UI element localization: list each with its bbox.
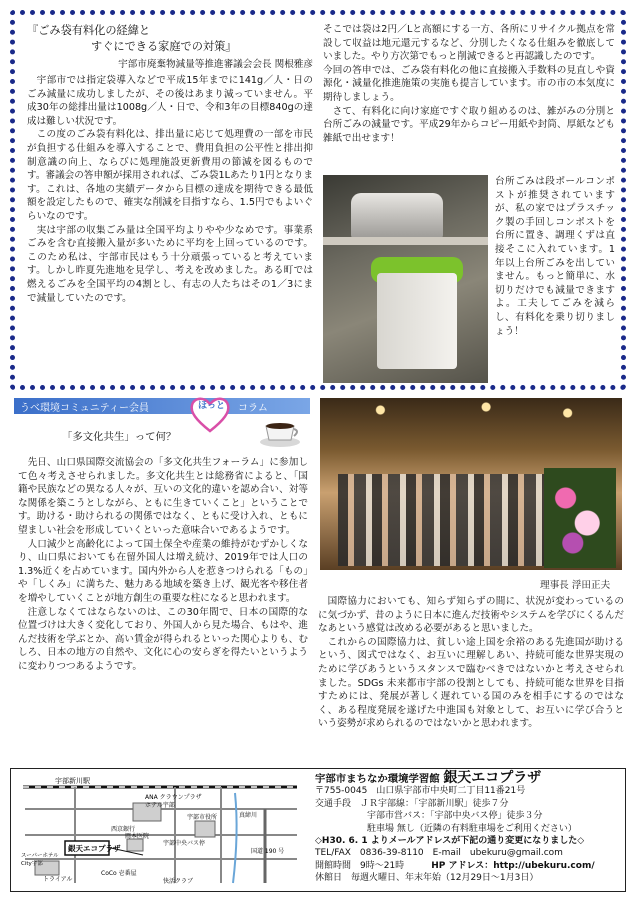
parking: 駐車場 無し（近隣の有料駐車場をご利用ください） (367, 823, 577, 834)
ceiling-lights-shape (320, 398, 622, 428)
column-label-right: コラム (238, 403, 268, 414)
column-label-left: うべ環境コミュニティー会員 (20, 403, 149, 414)
column-header-bar (14, 398, 310, 414)
opening-hours: 開館時間 9時～21時 (315, 860, 405, 871)
website-link[interactable]: HP アドレス：http://ubekuru.com/ (431, 860, 595, 871)
access-map (15, 773, 305, 887)
map-hospital: 岡本医院 (125, 833, 150, 840)
map-bank: 西京銀行 (111, 826, 136, 833)
title-line-1: 『ごみ袋有料化の経緯と (27, 24, 151, 37)
people-row-shape (338, 474, 552, 566)
flower-arrangement-shape (544, 468, 616, 568)
paragraph: さて、有料化に向け家庭ですぐ取り組めるのは、雑がみの分別と台所ごみの減量です。平成29年からコピー用紙や封筒、厚紙なども雑紙で出せます！ (323, 105, 615, 144)
facility-name (315, 772, 623, 785)
facility-prefix: 宇部市まちなか環境学習館 (315, 773, 440, 785)
article-right-body (323, 23, 615, 145)
column-title: 「多文化共生」って何？ (62, 431, 177, 443)
article-author: 宇部市廃棄物減量等推進審議会会長 関根雅彦 (118, 59, 313, 70)
article-left-body (27, 74, 313, 305)
paragraph: 台所ごみは段ボールコンポストが推奨されていますが、私の家ではプラスチック製の手回しコンポストを台所に置き、調理くずは直接そこに入れています。1年以上台所ごみを出していません。もっと簡単に、水切りだけでも減量できますよ。工夫してごみを減らし、有料化を乗り切りましょう！ (495, 176, 615, 337)
paragraph: 先日、山口県国際交流協会の「多文化共生フォーラム」に参加して色々考えさせられました。多文化共生とは総務省によると、「国籍や民族などの異なる人々が、互いの文化的違いを認め合い、対等な関係を築こうとしながら、ともに生きていくこと」ということです。助ける・助けられるの関係ではなく、ともに受け入れ、ともに望ましい社会を形成していくといった意味合いであるようです。 (18, 457, 308, 536)
compost-photo (323, 175, 488, 383)
paragraph: 人口減少と高齢化によって国土保全や産業の維持がむずかしくなり、山口県においても在留外国人は増え続け、2019年では人口の1.3%近くを占めています。国内外から人を惹きつけられる「もの」や「しくみ」に満ちた、魅力ある地域を築き上げ、観光客や移住者を増やしていくことが地方創生の重要な柱になると思われます。 (18, 538, 308, 604)
map-crown2: ホテル宇部 (145, 802, 175, 809)
column-body-left (18, 456, 308, 674)
paragraph: 実は宇部の収集ごみ量は全国平均よりやや少なめです。事業系ごみを含む直接搬入量が多いために平均を上回っているのです。このため私は、宇部市民はもう十分頑張っていると考えています。しかし昨夏先進地を見学し、考えを改めました。ある町では燃えるごみを全国平均の4割とし、有志の人たちはその1／3にまで減量していたのです。 (27, 224, 313, 304)
transport-jr-text: ＪＲ宇部線：「宇部新川駅」徒歩７分 (360, 798, 509, 809)
title-line-2: すぐにできる家庭での対策』 (91, 40, 237, 53)
map-station: 宇部新川駅 (55, 777, 90, 785)
column-signature: 理事長 浮田正夫 (540, 580, 611, 591)
transport-bus: 宇部市営バス：「宇部中央バス停」徒歩３分 (367, 811, 543, 822)
map-cocos: CoCo 壱番屋 (101, 870, 137, 877)
transport-jr (315, 798, 623, 810)
transport-label: 交通手段 (315, 798, 352, 809)
compost-text (495, 175, 615, 338)
hours-and-hp (315, 860, 623, 872)
forum-photo (320, 398, 622, 570)
paragraph: 注意しなくてはならないのは、この30年間で、日本の国際的な位置づけは大きく変化しており、外国人から見た場合、もはや、進んだ技術を学ぶとか、高い賃金が得られるといった関心よりも、むしろ、日本の地方の自然や、文化に心の安らぎを得たいというように変わりつつあるようです。 (18, 606, 308, 672)
paragraph: 国際協力においても、知らず知らずの間に、状況が変わっているのに気づかず、昔のように日本に進んだ技術やシステムを学びにくるんだなあという感覚は改める必要があると思いました。 (318, 596, 624, 635)
compost-bin-shape (377, 273, 457, 369)
paragraph: 今回の答申では、ごみ袋有料化の他に直接搬入手数料の見直しや資源化・減量化推進施策の実施も提言しています。市の市の本気度に期待しましょう。 (323, 64, 615, 103)
column-body-right (318, 595, 624, 731)
map-cityhall: 宇部市役所 (187, 814, 218, 821)
facility-title: 銀天エコプラザ (443, 770, 542, 786)
facility-info-box (10, 768, 626, 892)
closed-days: 休館日 毎週火曜日、年末年始（12月29日～1月3日） (315, 873, 539, 884)
article-right-column (323, 23, 615, 337)
facility-info (315, 772, 623, 885)
map-hotel: スーパーホテル (21, 853, 59, 859)
map-crown: ANA クラウンプラザ (145, 794, 202, 801)
email-notice: ◇H30. 6. 1 よりメールアドレスが下記の通り変更になりました◇ (315, 836, 585, 847)
map-trial: トライアル (43, 876, 73, 883)
article-title (27, 23, 313, 55)
map-cityhotel: City宇部 (21, 861, 43, 867)
paragraph: そこでは袋は2円／Lと高額にする一方、各所にリサイクル拠点を常設して収益は地元還元するなど、分別したくなる仕組みを徹底していました。やり方次第でもっと削減できると再認識したのです。 (323, 24, 615, 63)
article-left-column (27, 23, 313, 305)
paragraph: この度のごみ袋有料化は、排出量に応じて処理費の一部を市民が負担する仕組みを導入することで、費用負担の公平性と排出抑制意識の向上、ならびに処理施設更新費用の節減を図るものです。審議会の答申額が採用されれば、ごみ袋1Lあたり1円となります。これは、各地の実績データから目標の達成を期待できる最低額を設定したもので、確実な削減を目指すなら、1.5円でもよいぐらいなのです。 (27, 129, 313, 222)
paragraph: これからの国際協力は、貧しい途上国を余裕のある先進国が助けるという、図式ではなく、お互いに理解しあい、持続可能な世界実現のために学びあうというスタンスで臨むべきではないかと考えさせられました。SDGs 未来都市宇部の役割としても、持続可能な世界を目指すためには、発展が著しく遅れている国のみを相手にするのではなく、ある程度発展を遂げた中進国も対象として、お互いに学び合うという姿勢が求められるのではないかと思われます。 (318, 636, 624, 730)
heart-label: ほっと (198, 401, 226, 411)
coffee-cup-icon (258, 418, 302, 448)
map-busstop: 宇部中央バス停 (163, 840, 206, 847)
paragraph: 宇部市では指定袋導入などで平成15年までに141g／人・日のごみ減量に成功しましたが、その後はあまり減っていません。平成30年の総排出量は1008g／人・日で、令和3年の目標840gの達成は難しい状況です。 (27, 75, 313, 127)
rice-cooker-shape (351, 193, 443, 239)
map-club: 快活クラブ (163, 878, 194, 885)
map-plaza: 銀天エコプラザ (68, 844, 121, 853)
shelf-shape (323, 237, 488, 245)
facility-address: 〒755-0045 山口県宇部市中央町二丁目11番21号 (315, 786, 526, 797)
article-frame (10, 10, 626, 390)
contact: TEL/FAX 0836-39-8110 E-mail ubekuru@gmail.com (315, 848, 563, 859)
map-route: 国道 190 号 (251, 848, 285, 855)
map-river: 真締川 (239, 812, 258, 819)
